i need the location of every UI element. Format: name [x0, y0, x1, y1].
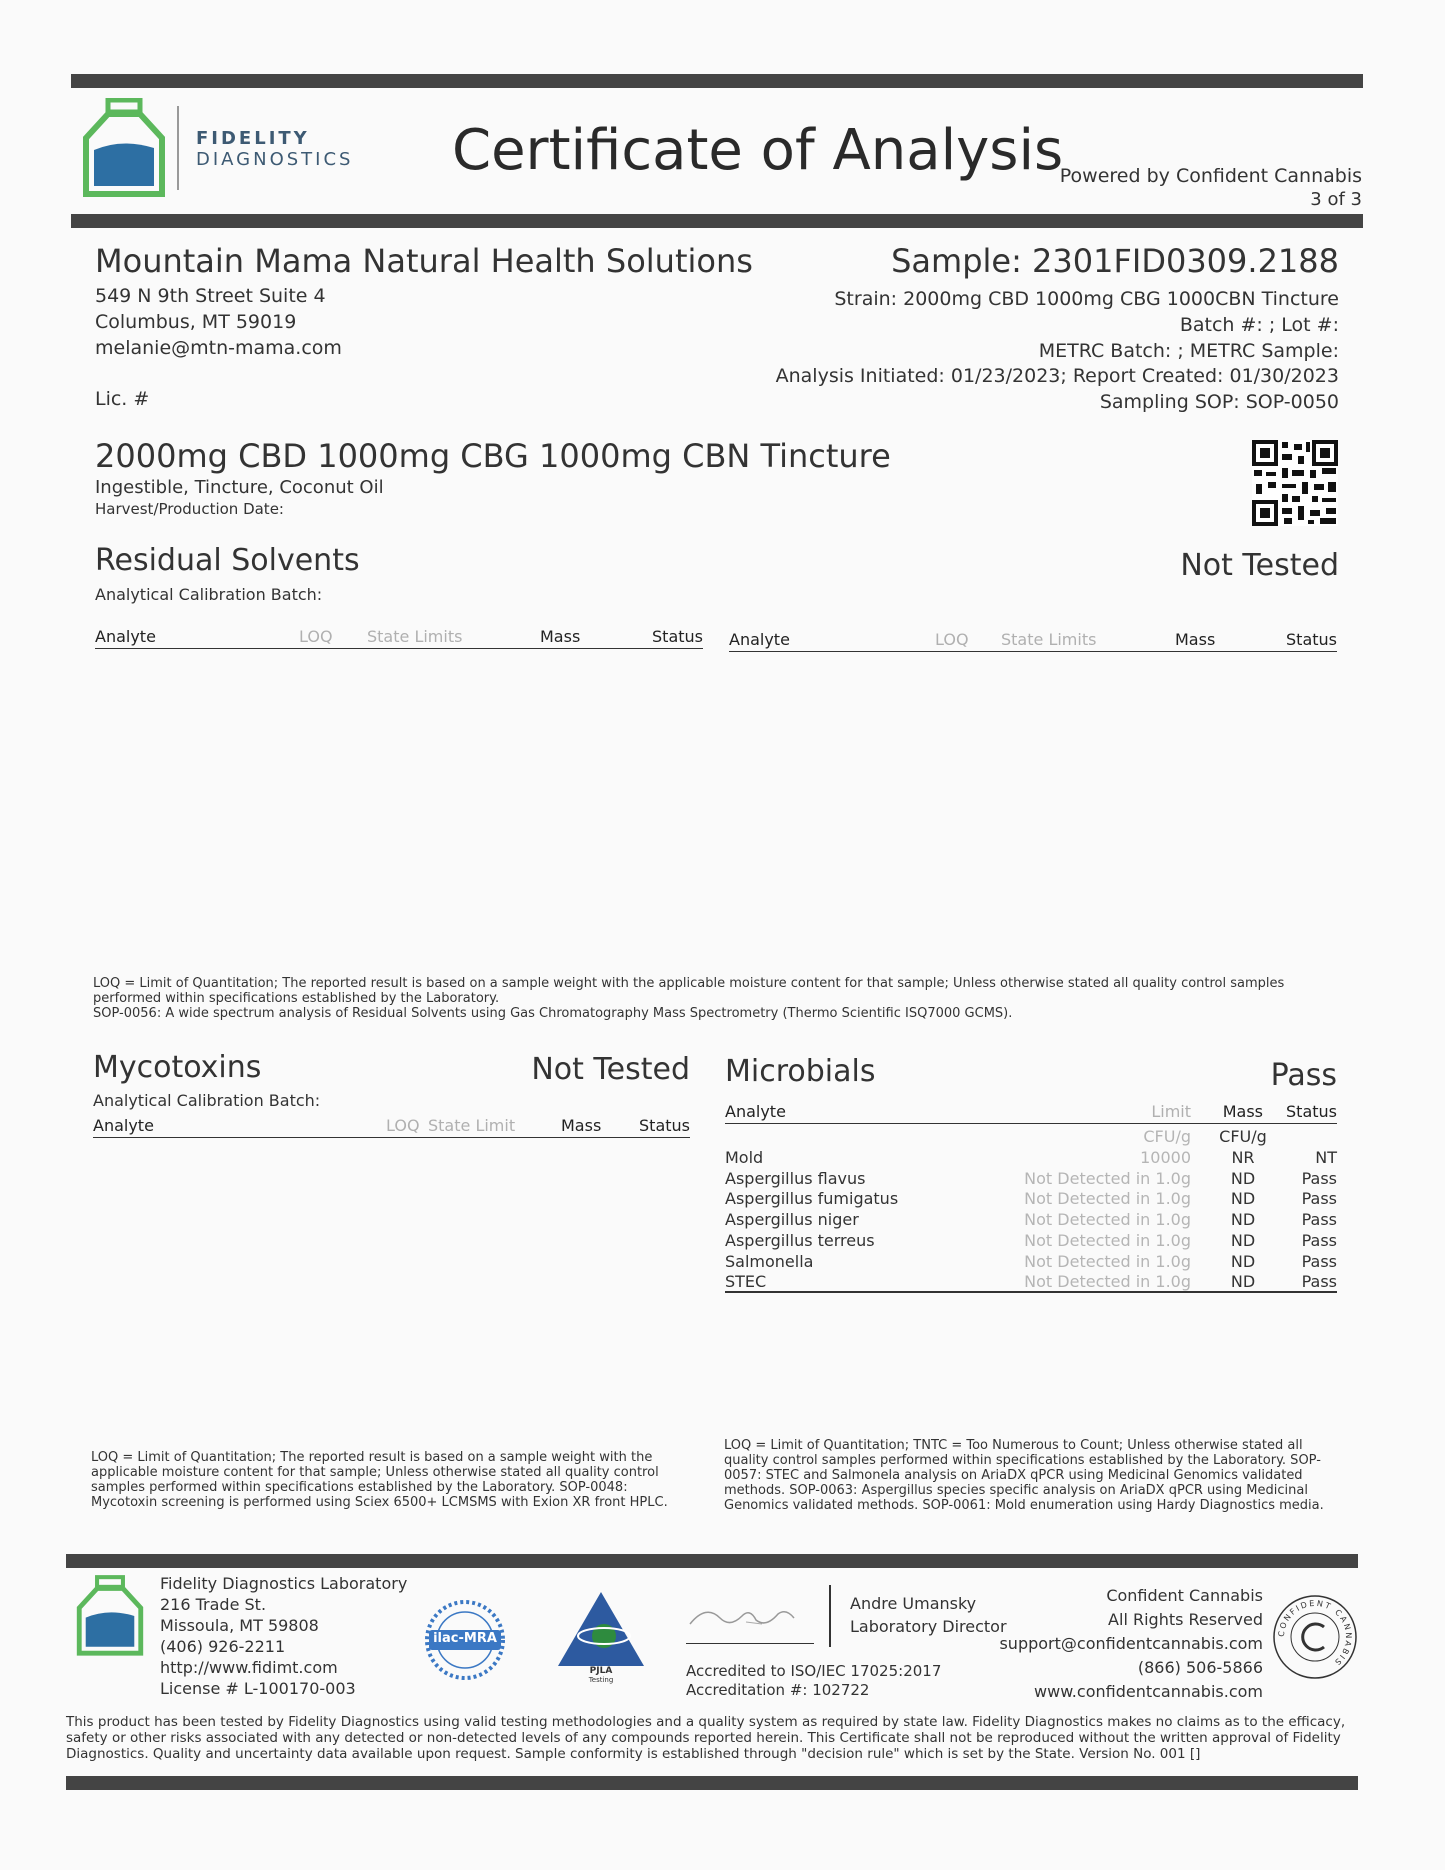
- microbial-row: [725, 1231, 1337, 1252]
- sample-id: Sample: 2301FID0309.2188: [891, 242, 1339, 280]
- signature-line: [686, 1643, 814, 1644]
- col-analyte: Analyte: [93, 1116, 154, 1135]
- header-bottom-bar: [71, 214, 1363, 228]
- analyte-name: Mold: [725, 1148, 764, 1167]
- col-mass: Mass: [1222, 1102, 1263, 1121]
- director-title: Laboratory Director: [850, 1617, 1007, 1636]
- mass-unit: CFU/g: [1219, 1127, 1267, 1146]
- footer-fidelity-logo: [76, 1574, 144, 1658]
- cc-name: Confident Cannabis: [1106, 1586, 1263, 1605]
- client-license: Lic. #: [95, 388, 150, 410]
- seal-text: CONFIDENT CANNABIS: [1276, 1598, 1354, 1668]
- cc-website[interactable]: www.confidentcannabis.com: [1034, 1682, 1263, 1701]
- pjla-label: PJLA: [589, 1666, 613, 1676]
- col-state-limits: State Limits: [1001, 630, 1097, 649]
- analyte-limit: 10000: [1140, 1148, 1191, 1167]
- analyte-status: Pass: [1301, 1230, 1337, 1250]
- confident-cannabis-contact: [999, 1584, 1263, 1704]
- residual-note-line3: SOP-0056: A wide spectrum analysis of Residual Solvents using Gas Chromatography Mass Spectrometry (Thermo Scientific ISQ7000 GCMS).: [93, 1006, 1013, 1021]
- analyte-limit: Not Detected in 1.0g: [1024, 1251, 1191, 1271]
- residual-note: [93, 976, 1353, 1021]
- col-mass: Mass: [1175, 630, 1216, 649]
- cc-email[interactable]: support@confidentcannabis.com: [999, 1634, 1263, 1653]
- sample-metrc: METRC Batch: ; METRC Sample:: [1038, 340, 1339, 362]
- microbials-table-bottom-rule: [725, 1291, 1337, 1293]
- analyte-mass: ND: [1230, 1230, 1256, 1250]
- flask-icon: [76, 1574, 144, 1658]
- flask-icon: [82, 98, 166, 198]
- microbial-row: [725, 1169, 1337, 1190]
- lab-phone: (406) 926-2211: [160, 1637, 286, 1656]
- col-analyte: Analyte: [95, 627, 156, 646]
- analyte-name: STEC: [725, 1272, 767, 1292]
- analyte-name: Aspergillus flavus: [725, 1168, 866, 1188]
- logo-divider: [177, 106, 179, 190]
- client-email: melanie@mtn-mama.com: [95, 337, 342, 359]
- product-type: Ingestible, Tincture, Coconut Oil: [95, 477, 384, 498]
- microbial-row: [725, 1210, 1337, 1231]
- col-mass: Mass: [540, 627, 581, 646]
- residual-table-header-left: [95, 624, 703, 649]
- col-state-limits: State Limits: [367, 627, 463, 646]
- residual-calibration-batch: Analytical Calibration Batch:: [95, 585, 323, 604]
- analyte-name: Aspergillus terreus: [725, 1230, 875, 1250]
- signature-divider: [829, 1585, 831, 1647]
- lab-contact: [160, 1573, 407, 1699]
- mycotoxins-calibration-batch: Analytical Calibration Batch:: [93, 1091, 321, 1110]
- top-bar: [71, 74, 1363, 88]
- mycotoxins-note: LOQ = Limit of Quantitation; The reported result is based on a sample weight with the applicable moisture content for that sample; Unless otherwise stated all quality control samples performed within specifications established by the Laboratory. SOP-0048: Mycotoxin screening is performed using Sciex 6500+ LCMSMS with Exion XR front HPLC.: [91, 1450, 668, 1510]
- analyte-status: NT: [1315, 1148, 1337, 1167]
- col-loq: LOQ: [935, 630, 969, 649]
- lab-city: Missoula, MT 59808: [160, 1616, 319, 1635]
- client-address2: Columbus, MT 59019: [95, 311, 297, 333]
- analyte-mass: ND: [1230, 1210, 1256, 1230]
- residual-solvents-status: Not Tested: [1180, 548, 1339, 583]
- brand-name: [196, 128, 353, 170]
- harvest-date: Harvest/Production Date:: [95, 500, 284, 518]
- iso-accreditation: Accredited to ISO/IEC 17025:2017: [686, 1662, 942, 1680]
- analyte-limit: Not Detected in 1.0g: [1024, 1272, 1191, 1292]
- residual-solvents-title: Residual Solvents: [95, 543, 360, 578]
- analyte-status: Pass: [1301, 1272, 1337, 1292]
- accreditation-number: Accreditation #: 102722: [686, 1681, 870, 1699]
- brand-line1: FIDELITY: [196, 128, 310, 149]
- col-status: Status: [1286, 630, 1337, 649]
- client-name: Mountain Mama Natural Health Solutions: [95, 242, 753, 280]
- col-loq: LOQ: [386, 1116, 420, 1135]
- col-status: Status: [639, 1116, 690, 1135]
- microbial-row: [725, 1148, 1337, 1169]
- disclaimer: This product has been tested by Fidelity Diagnostics using valid testing methodologies and a quality system as required by state law. Fidelity Diagnostics makes no claims as to the efficacy, safety or other risks associated with any detected or non-detected levels of any compounds reported herein. This Certificate shall not be reproduced without the written approval of Fidelity Diagnostics. Quality and uncertainty data available upon request. Sample conformity is established through "decision rule" which is set by the State. Version No. 001 []: [66, 1714, 1346, 1762]
- residual-table-header-right: [729, 627, 1337, 652]
- sample-batch: Batch #: ; Lot #:: [1179, 314, 1339, 336]
- analyte-status: Pass: [1301, 1168, 1337, 1188]
- analyte-limit: Not Detected in 1.0g: [1024, 1230, 1191, 1250]
- microbials-units-row: [725, 1127, 1337, 1148]
- director-signature: [686, 1594, 816, 1638]
- microbial-row: [725, 1252, 1337, 1273]
- fidelity-logo: [82, 98, 166, 198]
- powered-by: Powered by Confident Cannabis: [1059, 165, 1362, 187]
- analyte-mass: ND: [1230, 1272, 1256, 1292]
- col-analyte: Analyte: [729, 630, 790, 649]
- ilac-mra-logo: [423, 1598, 507, 1682]
- pjla-logo: [556, 1590, 646, 1684]
- microbial-row: [725, 1189, 1337, 1210]
- microbials-table-header: [725, 1099, 1337, 1124]
- analyte-limit: Not Detected in 1.0g: [1024, 1210, 1191, 1230]
- residual-note-line1: LOQ = Limit of Quantitation; The reported result is based on a sample weight with the applicable moisture content for that sample; Unless otherwise stated all quality control samples: [93, 976, 1285, 991]
- document-title: Certificate of Analysis: [452, 118, 1064, 183]
- col-mass: Mass: [561, 1116, 602, 1135]
- analyte-name: Aspergillus fumigatus: [725, 1189, 899, 1209]
- sampling-sop: Sampling SOP: SOP-0050: [1099, 391, 1339, 413]
- lab-license: License # L-100170-003: [160, 1679, 356, 1698]
- analyte-limit: Not Detected in 1.0g: [1024, 1189, 1191, 1209]
- col-state-limit: State Limit: [428, 1116, 516, 1135]
- page-number: 3 of 3: [1310, 189, 1362, 210]
- director-name: Andre Umansky: [850, 1594, 977, 1613]
- analyte-mass: ND: [1230, 1251, 1256, 1271]
- mycotoxins-table-header: [93, 1113, 690, 1138]
- sample-dates: Analysis Initiated: 01/23/2023; Report Created: 01/30/2023: [775, 365, 1339, 387]
- microbials-title: Microbials: [725, 1054, 876, 1089]
- col-status: Status: [652, 627, 703, 646]
- residual-note-line2: performed within specifications established by the Laboratory.: [93, 991, 500, 1006]
- analyte-mass: NR: [1231, 1148, 1255, 1167]
- microbials-note: LOQ = Limit of Quantitation; TNTC = Too Numerous to Count; Unless otherwise stated all quality control samples performed within specifications established by the Laboratory. SOP-0057: STEC and Salmonela analysis on AriaDX qPCR using Medicinal Genomics validated methods. SOP-0063: Aspergillus species specific analysis on AriaDX qPCR using Medicinal Genomics validated methods. SOP-0061: Mold enumeration using Hardy Diagnostics media.: [724, 1438, 1324, 1513]
- confident-cannabis-seal: [1272, 1594, 1358, 1680]
- analyte-limit: Not Detected in 1.0g: [1024, 1168, 1191, 1188]
- lab-street: 216 Trade St.: [160, 1595, 267, 1614]
- client-address1: 549 N 9th Street Suite 4: [95, 285, 326, 307]
- analyte-status: Pass: [1301, 1251, 1337, 1271]
- analyte-mass: ND: [1230, 1168, 1256, 1188]
- analyte-status: Pass: [1301, 1189, 1337, 1209]
- cc-rights: All Rights Reserved: [1108, 1610, 1263, 1629]
- mycotoxins-title: Mycotoxins: [93, 1050, 262, 1085]
- analyte-name: Aspergillus niger: [725, 1210, 859, 1230]
- analyte-status: Pass: [1301, 1210, 1337, 1230]
- pjla-sub-label: Testing: [588, 1676, 614, 1684]
- cc-phone: (866) 506-5866: [1137, 1658, 1263, 1677]
- analyte-mass: ND: [1230, 1189, 1256, 1209]
- qr-code[interactable]: [1252, 440, 1338, 526]
- brand-line2: DIAGNOSTICS: [196, 149, 354, 170]
- ilac-mra-label: ilac-MRA: [433, 1631, 497, 1646]
- limit-unit: CFU/g: [1143, 1127, 1191, 1146]
- footer-top-bar: [66, 1554, 1358, 1568]
- col-status: Status: [1286, 1102, 1337, 1121]
- lab-name: Fidelity Diagnostics Laboratory: [160, 1574, 408, 1593]
- microbials-status: Pass: [1270, 1058, 1337, 1093]
- col-analyte: Analyte: [725, 1102, 786, 1121]
- analyte-name: Salmonella: [725, 1251, 814, 1271]
- lab-website: http://www.fidimt.com: [160, 1658, 338, 1677]
- sample-strain: Strain: 2000mg CBD 1000mg CBG 1000CBN Tincture: [834, 288, 1339, 310]
- footer-bottom-bar: [66, 1776, 1358, 1790]
- mycotoxins-status: Not Tested: [531, 1052, 690, 1087]
- product-name: 2000mg CBD 1000mg CBG 1000mg CBN Tincture: [95, 437, 891, 475]
- col-limit: Limit: [1151, 1102, 1191, 1121]
- col-loq: LOQ: [299, 627, 333, 646]
